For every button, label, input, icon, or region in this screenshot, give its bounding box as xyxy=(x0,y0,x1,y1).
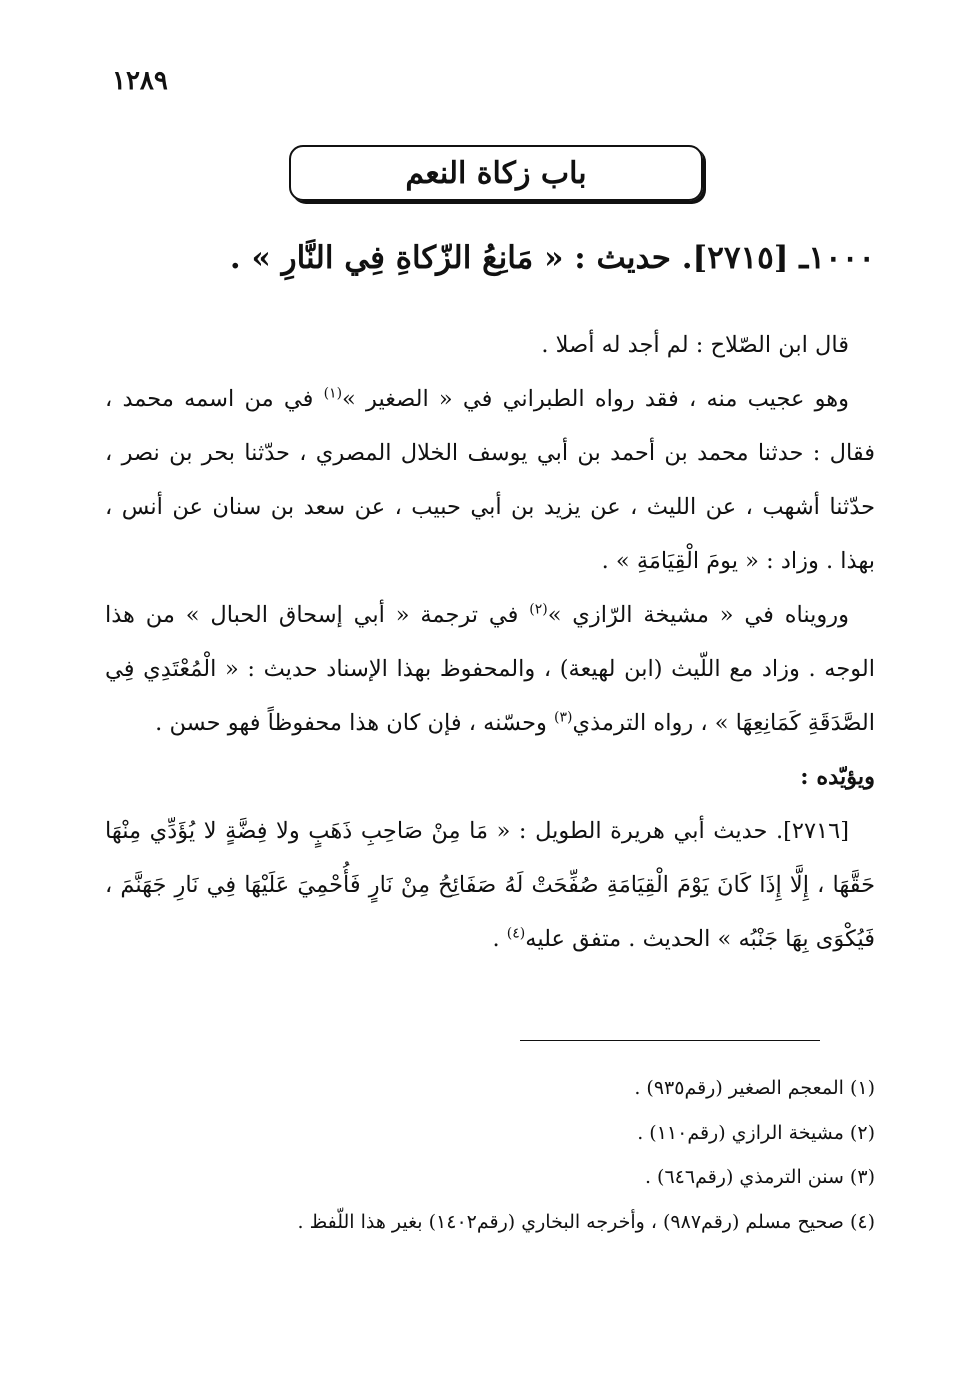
supports-label: ويؤيّده : xyxy=(800,764,875,790)
paragraph-text: في ترجمة « أبي إسحاق الحبال » من هذا الوجه . وزاد مع اللّيث (ابن لهيعة) ، والمحفوظ بهذا الإسناد حديث : « الْمُعْتَدِي فِي الصَّدَقَةِ كَمَانِعِهَا » ، رواه الترمذي xyxy=(105,602,875,736)
paragraph-ibn-salah: قال ابن الصّلاح : لم أجد له أصلا . xyxy=(541,332,849,358)
paragraph-text: في من اسمه محمد ، فقال : حدثنا محمد بن أحمد بن أبي يوسف الخلال المصري ، حدّثنا بحر بن نصر ، حدّثنا أشهب ، عن الليث ، عن يزيد بن أبي حبيب ، عن سعد بن سنان عن أنس ، بهذا . وزاد : « يومَ الْقِيَامَةِ » . xyxy=(105,386,875,574)
footnote-ref-2: (٢) xyxy=(529,601,548,618)
paragraph-text: وحسّنه ، فإن كان هذا محفوظاً فهو حسن . xyxy=(155,710,555,736)
paragraph-text: وهو عجيب منه ، فقد رواه الطبراني في « الصغير » xyxy=(342,386,849,412)
footnote-2: (٢) مشيخة الرازي (رقم١١٠) . xyxy=(637,1121,875,1144)
paragraph-mashyakha xyxy=(105,588,875,750)
paragraph-text: ورويناه في « مشيخة الرّازي » xyxy=(547,602,850,628)
footnote-ref-4: (٤) xyxy=(506,925,526,942)
footnote-1: (١) المعجم الصغير (رقم٩٣٥) . xyxy=(634,1077,875,1099)
footnotes xyxy=(105,1066,875,1244)
hadith-heading: ١٠٠٠ـ [٢٧١٥]. حديث : « مَانِعُ الزّكاةِ فِي النَّارِ » . xyxy=(229,240,875,276)
paragraph-tabarani xyxy=(105,372,875,588)
chapter-title-box xyxy=(289,145,703,201)
paragraph-text: [٢٧١٦]. حديث أبي هريرة الطويل : « مَا مِنْ صَاحِبِ ذَهَبٍ ولا فِضَّةٍ لا يُؤَدِّي مِنْهَا حَقَّهَا ، إِلَّا إِذَا كَانَ يَوْمَ الْقِيَامَةِ صُفِّحَتْ لَهُ صَفَائِحُ مِنْ نَارٍ فَأُحْمِيَ عَلَيْهَا فِي نَارِ جَهَنَّمَ ، فَيُكْوَى بِهَا جَنْبُه » الحديث . متفق عليه xyxy=(105,818,875,952)
footnote-ref-3: (٣) xyxy=(554,709,573,726)
footnote-3: (٣) سنن الترمذي (رقم٦٤٦) . xyxy=(644,1166,875,1188)
paragraph-text: . xyxy=(492,926,507,952)
body-text xyxy=(105,318,875,966)
page-number: ١٢٨٩ xyxy=(112,66,168,96)
chapter-title: باب زكاة النعم xyxy=(405,155,587,191)
footnote-separator xyxy=(520,1040,820,1041)
paragraph-abu-hurayra xyxy=(105,804,875,966)
footnote-4: (٤) صحيح مسلم (رقم٩٨٧) ، وأخرجه البخاري (رقم١٤٠٢) بغير هذا اللّفظ . xyxy=(297,1210,875,1233)
footnote-ref-1: (١) xyxy=(323,385,343,402)
